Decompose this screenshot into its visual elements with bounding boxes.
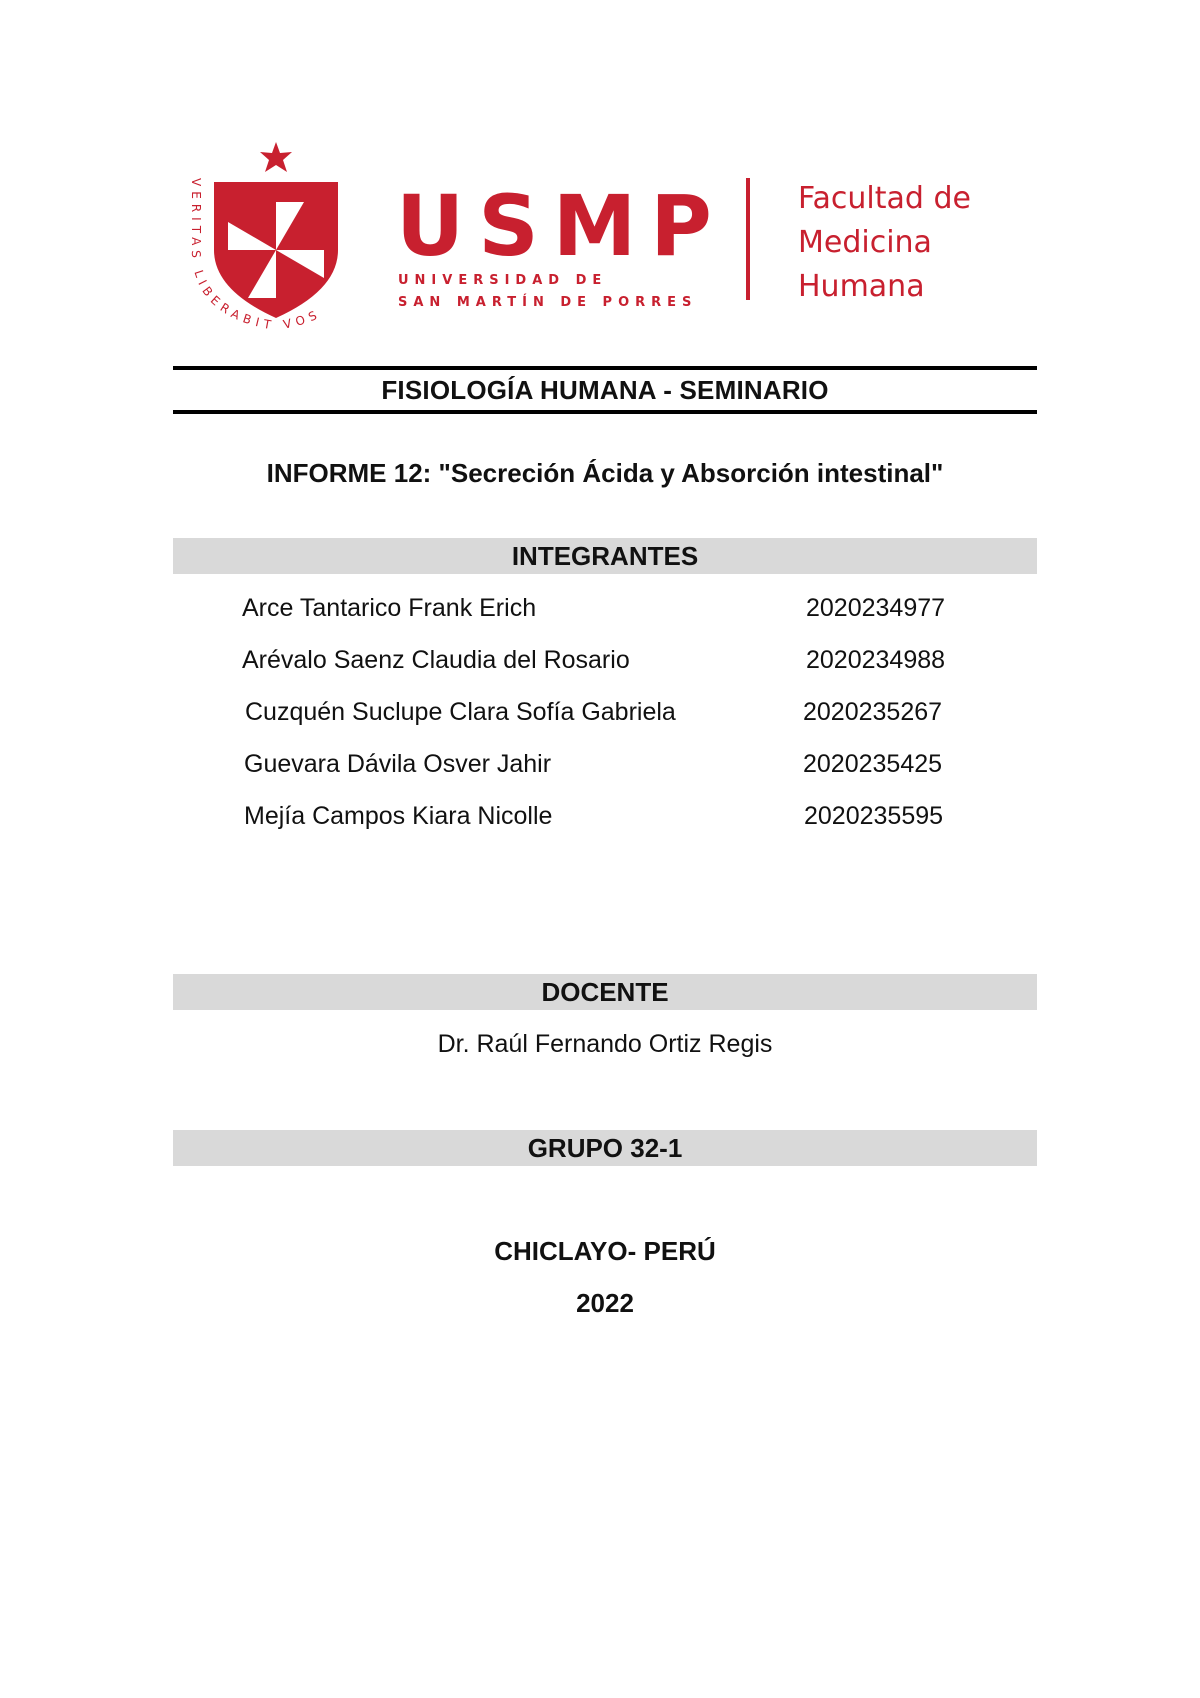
member-row	[0, 690, 1200, 742]
member-name: Guevara Dávila Osver Jahir	[244, 750, 552, 778]
motto-text: VERITAS LIBERABIT VOS	[188, 178, 324, 330]
member-name: Mejía Campos Kiara Nicolle	[244, 802, 553, 830]
member-code: 2020235425	[803, 750, 943, 778]
members-heading: INTEGRANTES	[173, 538, 1037, 574]
teacher-name: Dr. Raúl Fernando Ortiz Regis	[437, 1030, 773, 1058]
course-title-band	[173, 366, 1037, 414]
member-name: Arce Tantarico Frank Erich	[242, 594, 537, 622]
report-title: INFORME 12: "Secreción Ácida y Absorción intestinal"	[266, 458, 944, 488]
year: 2022	[576, 1288, 634, 1318]
member-name: Cuzquén Suclupe Clara Sofía Gabriela	[245, 698, 676, 726]
faculty-line-1: Facultad de	[798, 181, 971, 216]
member-code: 2020234988	[806, 646, 946, 674]
location: CHICLAYO- PERÚ	[494, 1236, 716, 1266]
member-code: 2020235267	[803, 698, 943, 726]
usmp-acronym: USMP	[396, 177, 726, 275]
member-row	[0, 638, 1200, 690]
logo-divider	[746, 178, 750, 300]
star-icon	[260, 142, 292, 172]
group-heading: GRUPO 32-1	[173, 1130, 1037, 1166]
course-title: FISIOLOGÍA HUMANA - SEMINARIO	[381, 374, 829, 405]
university-line-1: UNIVERSIDAD DE	[398, 273, 608, 288]
member-row	[0, 794, 1200, 846]
faculty-line-2: Medicina	[798, 225, 932, 260]
member-row	[0, 586, 1200, 638]
member-code: 2020235595	[804, 802, 944, 830]
shield-icon	[214, 182, 338, 318]
faculty-line-3: Humana	[798, 269, 925, 304]
member-name: Arévalo Saenz Claudia del Rosario	[242, 646, 630, 674]
members-list	[0, 586, 1200, 846]
usmp-logo	[186, 140, 1026, 330]
teacher-heading: DOCENTE	[173, 974, 1037, 1010]
university-line-2: SAN MARTÍN DE PORRES	[398, 295, 698, 310]
member-code: 2020234977	[806, 594, 946, 622]
member-row	[0, 742, 1200, 794]
